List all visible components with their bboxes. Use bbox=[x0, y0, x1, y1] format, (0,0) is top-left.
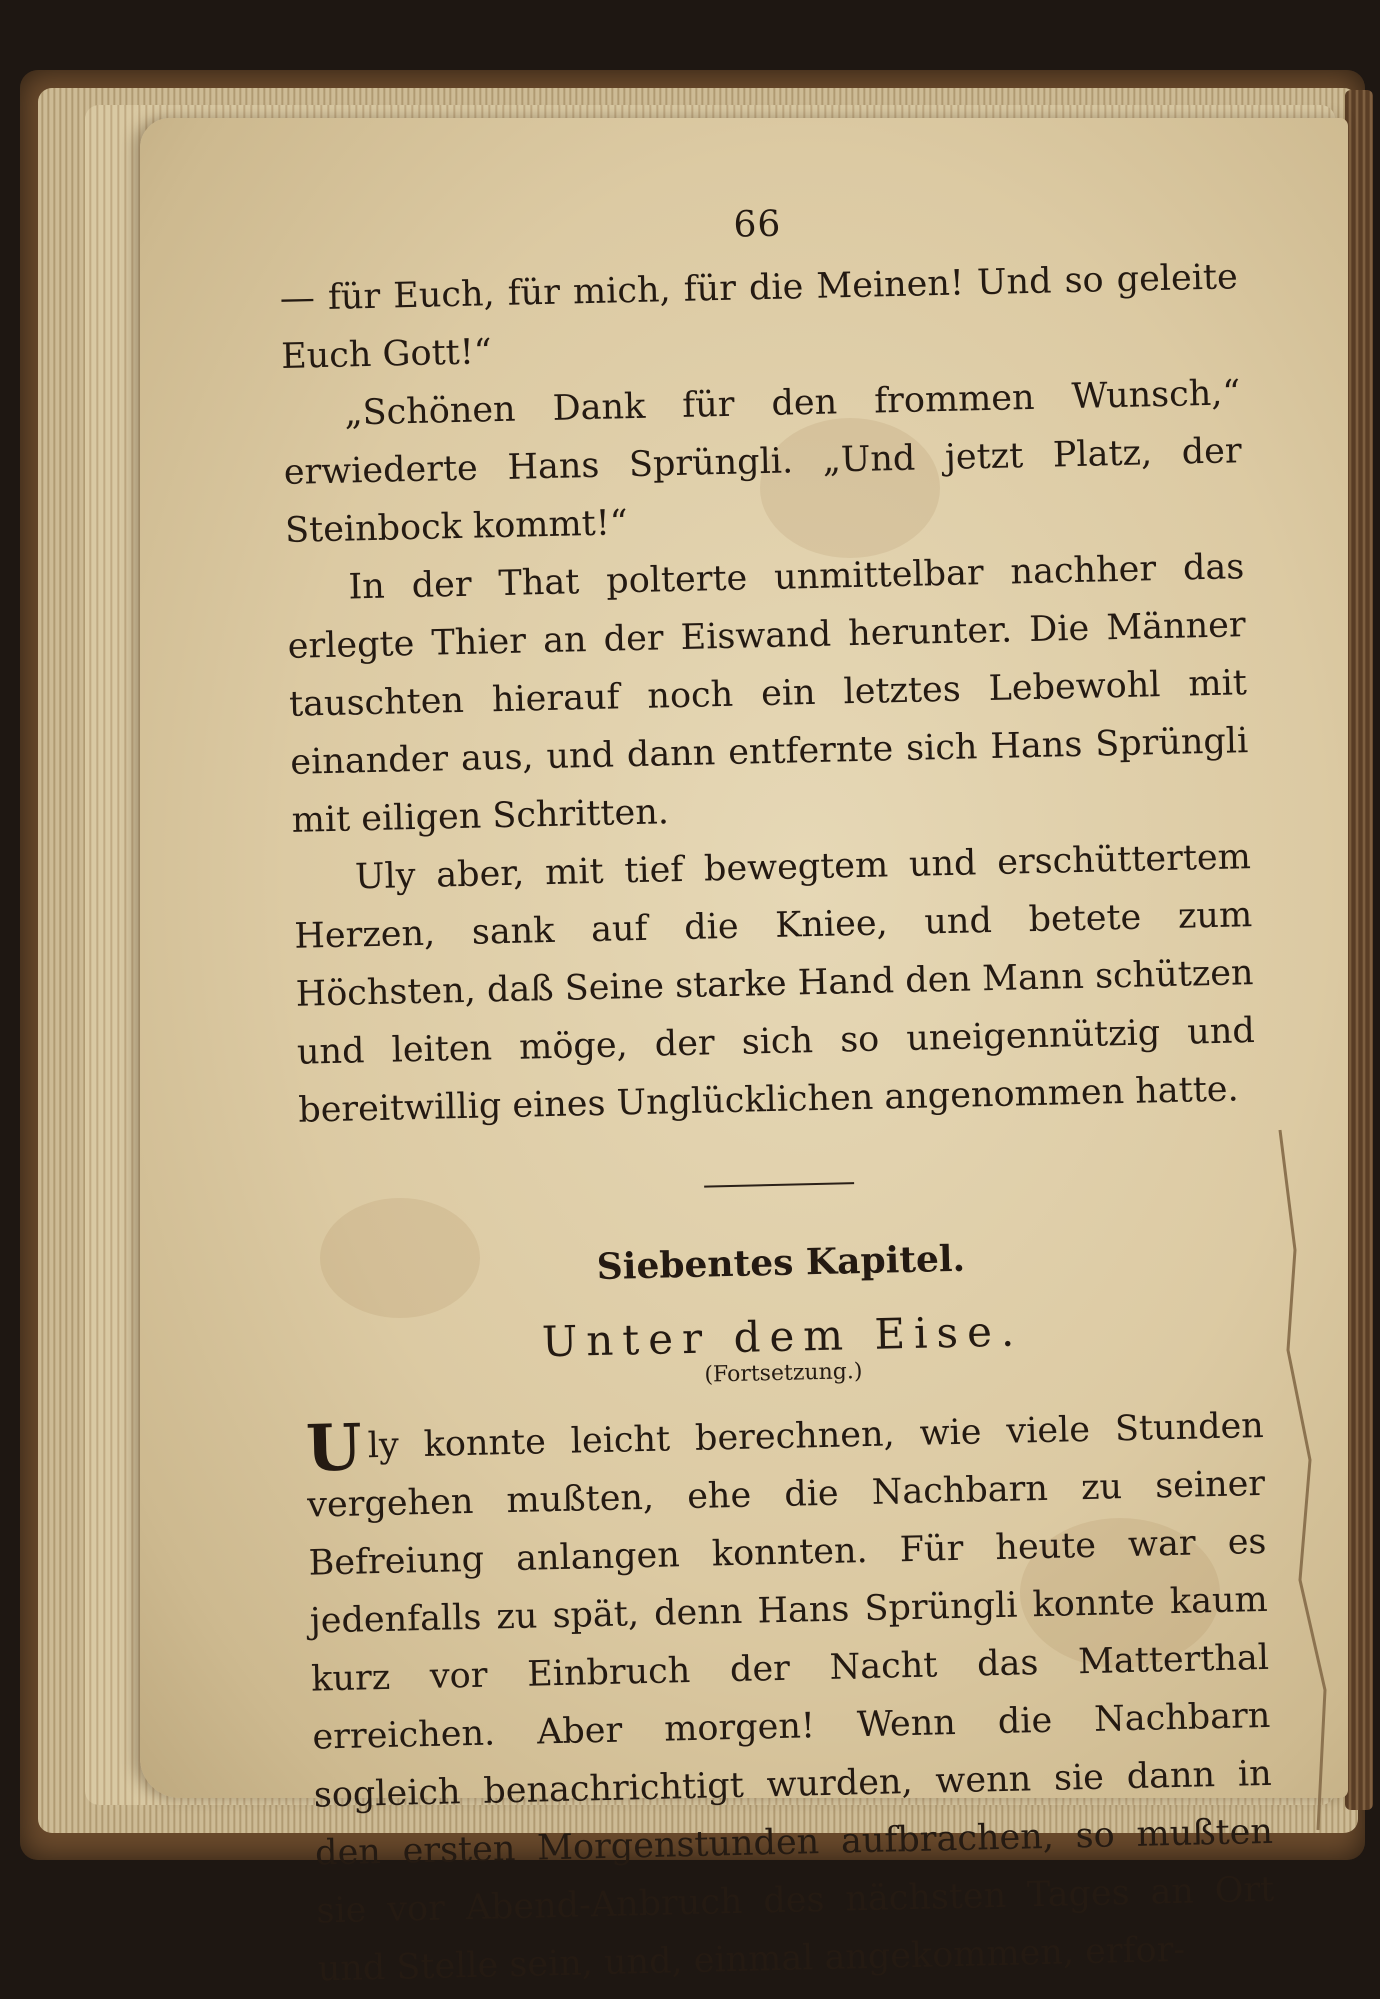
continuation-note: (Fortsetzung.) bbox=[704, 1359, 863, 1388]
paragraph-1: — für Euch, für mich, für die Meinen! Und so geleite Euch Gott!“ bbox=[279, 257, 1239, 377]
section-divider bbox=[704, 1182, 854, 1187]
chapter-first-paragraph bbox=[305, 1397, 1276, 1999]
paragraph-4: Uly aber, mit tief bewegtem und erschüttertem Herzen, sank auf die Kniee, und betete zum Höchsten, daß Seine starke Hand den Mann schützen und leiten möge, der sich so uneigennützig und bereitwillig eines Unglücklichen angenommen hatte. bbox=[293, 837, 1256, 1131]
paragraph-3: In der That polterte unmittelbar nachher das erlegte Thier an der Eiswand herunter. Die Männer tauschten hierauf noch ein letztes Lebewohl mit einander aus, und dann entfernte sich Hans Sprüngli mit eiligen Schritten. bbox=[287, 547, 1249, 841]
paragraph-2: „Schönen Dank für den frommen Wunsch,“ erwiederte Hans Sprüngli. „Und jetzt Platz, der Steinbock kommt!“ bbox=[283, 373, 1243, 551]
page-text bbox=[278, 193, 1276, 1998]
chapter-title: Siebentes Kapitel. bbox=[596, 1237, 966, 1289]
drop-cap: U bbox=[305, 1410, 363, 1487]
chapter-first-paragraph-text: ly konnte leicht berechnen, wie viele Stunden vergehen mußten, ehe die Nachbarn zu seiner Befreiung anlangen konnten. Für heute war es jedenfalls zu spät, denn Hans Sprüngli konnte kaum kurz vor Einbruch der Nacht das Matterthal erreichen. Aber morgen! Wenn die Nachbarn sogleich benachrichtigt wurden, wenn sie dann in den ersten Morgenstunden aufbrachen, so mußten sie vor Abend-Anbruch des nächsten Tages an Ort und Stelle sein, und, einmal angekommen, erfor- bbox=[306, 1405, 1275, 1990]
chapter-subtitle: Unter dem Eise. bbox=[541, 1306, 1024, 1367]
page-number: 66 bbox=[732, 203, 782, 246]
page-tear-mark bbox=[1270, 1130, 1350, 1830]
